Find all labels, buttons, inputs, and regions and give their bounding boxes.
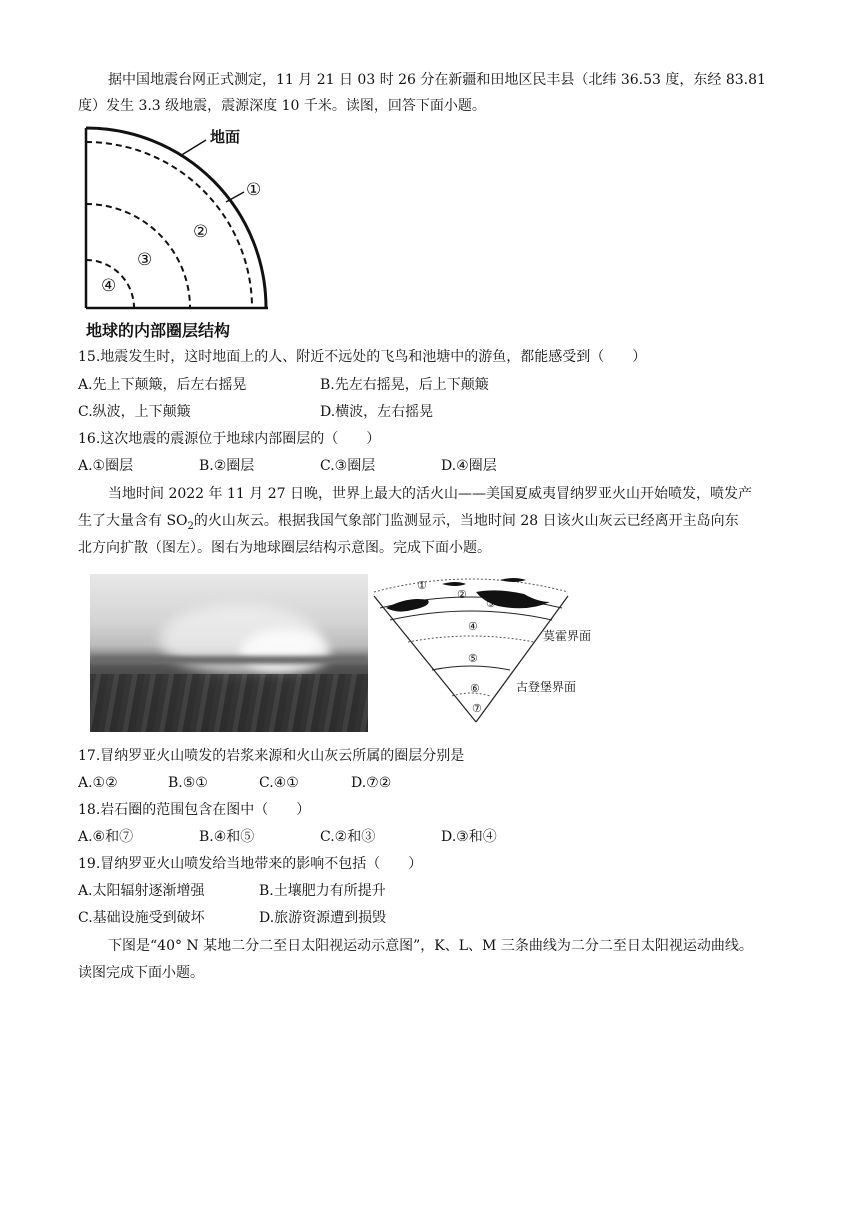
moho-label: 莫霍界面 bbox=[543, 629, 592, 643]
intro-3-line-2: 读图完成下面小题。 bbox=[78, 965, 204, 981]
volcano-photo bbox=[90, 574, 368, 732]
q17-option-d: D.⑦② bbox=[351, 775, 392, 791]
intro-2-line-2a: 生了大量含有 SO bbox=[78, 513, 188, 529]
q19-option-b: B.土壤肥力有所提升 bbox=[259, 883, 386, 899]
q17-option-c: C.④① bbox=[259, 775, 299, 791]
intro-2-line-2 bbox=[78, 511, 739, 537]
sphere-label-6: ⑥ bbox=[470, 682, 480, 695]
q16-option-d: D.④圈层 bbox=[441, 458, 497, 474]
q15-option-d: D.横波，左右摇晃 bbox=[320, 404, 434, 420]
sphere-label-7: ⑦ bbox=[472, 702, 482, 715]
sphere-label-1: ① bbox=[417, 579, 427, 592]
q15-option-b: B.先左右摇晃，后上下颠簸 bbox=[320, 377, 489, 393]
intro-2-line-1: 当地时间 2022 年 11 月 27 日晚，世界上最大的活火山——美国夏威夷冒纳罗亚火山开始喷发，喷发产 bbox=[108, 486, 752, 502]
layer-3-label: ③ bbox=[137, 250, 153, 270]
q17-option-b: B.⑤① bbox=[168, 775, 208, 791]
intro-2-line-2b: 的火山灰云。根据我国气象部门监测显示，当地时间 28 日该火山灰云已经离开主岛向东 bbox=[193, 513, 739, 529]
q16-option-a: A.①圈层 bbox=[78, 458, 134, 474]
q15-option-a: A.先上下颠簸，后左右摇晃 bbox=[78, 377, 247, 393]
q18-option-d: D.③和④ bbox=[441, 829, 497, 845]
layer-1-label: ① bbox=[246, 180, 262, 200]
q19-option-a: A.太阳辐射逐渐增强 bbox=[78, 883, 205, 899]
q19-option-d: D.旅游资源遭到损毁 bbox=[259, 910, 387, 926]
intro-1-line-1: 据中国地震台网正式测定，11 月 21 日 03 时 26 分在新疆和田地区民丰县（北纬 36.53 度，东经 83.81 bbox=[108, 72, 766, 88]
q16-option-c: C.③圈层 bbox=[320, 458, 376, 474]
sphere-label-4: ④ bbox=[468, 620, 478, 633]
ground-label: 地面 bbox=[210, 128, 241, 146]
sphere-label-2: ② bbox=[457, 588, 467, 601]
so2-subscript: 2 bbox=[187, 520, 194, 532]
q15-option-c: C.纵波，上下颠簸 bbox=[78, 404, 191, 420]
intro-1-line-2: 度）发生 3.3 级地震，震源深度 10 千米。读图，回答下面小题。 bbox=[78, 98, 486, 114]
q18-stem: 18.岩石圈的范围包含在图中（ ） bbox=[78, 802, 311, 818]
q15-stem: 15.地震发生时，这时地面上的人、附近不远处的飞鸟和池塘中的游鱼，都能感受到（ ） bbox=[78, 349, 647, 365]
sphere-label-5: ⑤ bbox=[468, 652, 478, 665]
earth-interior-figure bbox=[76, 118, 286, 344]
q19-option-c: C.基础设施受到破坏 bbox=[78, 910, 205, 926]
q18-option-a: A.⑥和⑦ bbox=[78, 829, 134, 845]
layer-2-label: ② bbox=[193, 222, 209, 242]
q17-stem: 17.冒纳罗亚火山喷发的岩浆来源和火山灰云所属的圈层分别是 bbox=[78, 748, 465, 764]
sphere-label-3: ③ bbox=[486, 597, 496, 610]
q16-stem: 16.这次地震的震源位于地球内部圈层的（ ） bbox=[78, 431, 381, 447]
layer-4-label: ④ bbox=[101, 276, 117, 296]
intro-3-line-1: 下图是“40° N 某地二分二至日太阳视运动示意图”，K、L、M 三条曲线为二分二至日太阳视运动曲线。 bbox=[108, 938, 753, 954]
q19-stem: 19.冒纳罗亚火山喷发给当地带来的影响不包括（ ） bbox=[78, 856, 423, 872]
q17-option-a: A.①② bbox=[78, 775, 118, 791]
q16-option-b: B.②圈层 bbox=[199, 458, 255, 474]
intro-2-line-3: 北方向扩散（图左）。图右为地球圈层结构示意图。完成下面小题。 bbox=[78, 540, 491, 556]
q18-option-b: B.④和⑤ bbox=[199, 829, 255, 845]
earth-interior-caption: 地球的内部圈层结构 bbox=[86, 321, 231, 340]
q18-option-c: C.②和③ bbox=[320, 829, 376, 845]
earth-sphere-structure-figure bbox=[368, 572, 608, 732]
gutenberg-label: 古登堡界面 bbox=[516, 680, 577, 694]
